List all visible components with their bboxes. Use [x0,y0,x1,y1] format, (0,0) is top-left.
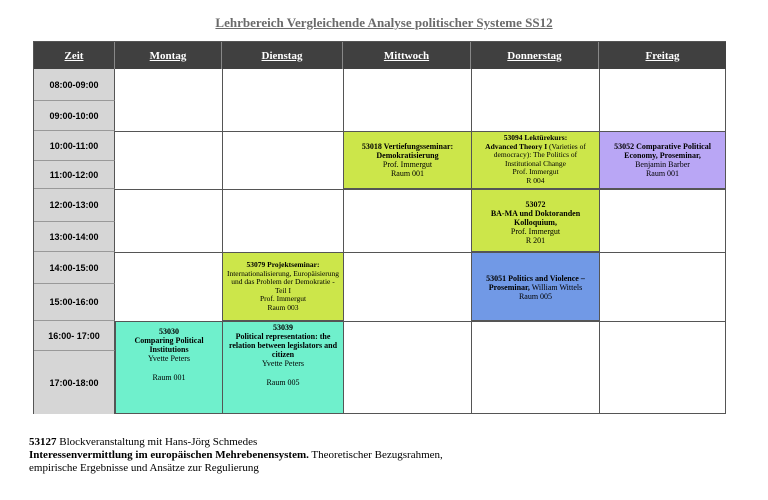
time-slot: 12:00-13:00 [34,189,115,222]
time-slot: 10:00-11:00 [34,131,115,161]
event-code: 53072 [525,200,546,209]
event-extra: Internationalisierung, Europäisierung und das Problem der Demokratie - Teil I [226,268,340,295]
event-title: Political representation: the relation between legislators and citizen [228,332,338,359]
event-room: R 201 [525,236,546,245]
header-montag: Montag [115,42,222,69]
event-title: Comparing Political Institutions [134,336,204,354]
event-53039[interactable] [222,321,344,414]
event-person: William Wittels [531,283,583,292]
header-dienstag: Dienstag [222,42,343,69]
time-slot: 11:00-12:00 [34,161,115,189]
footer-note [29,436,443,475]
event-person: Benjamin Barber [635,160,690,169]
event-person: Prof. Immergut [510,227,561,236]
footer-code: 53127 [29,436,57,448]
event-title: BA-MA und Doktoranden Kolloquium, [490,209,581,227]
event-room: Raum 005 [518,292,553,301]
event-code: 53039 [273,323,293,332]
event-extra: (Varieties of democracy): The Politics of Institutional Change [493,141,586,168]
footer-text: Theoretischer Bezugsrahmen, [308,449,443,461]
event-53052[interactable] [599,131,726,189]
time-slot: 14:00-15:00 [34,252,115,284]
event-53018[interactable] [343,131,472,189]
time-slot: 17:00-18:00 [34,351,115,414]
time-slot: 16:00- 17:00 [34,321,115,351]
event-person: Yvette Peters [147,354,191,363]
event-room: Raum 001 [152,373,186,382]
header-donnerstag: Donnerstag [471,42,599,69]
event-53072[interactable] [471,189,600,252]
event-person: Prof. Immergut [382,160,433,169]
time-slot: 08:00-09:00 [34,69,115,101]
timetable [33,41,726,414]
footer-bold: Interessenvermittlung im europäischen Mehrebenensystem. [29,449,309,461]
event-code: 53079 Projektseminar: [246,260,320,269]
event-room: Raum 001 [390,169,425,178]
time-slot: 15:00-16:00 [34,284,115,321]
event-person: Yvette Peters [261,359,305,368]
event-53030[interactable] [115,321,223,414]
event-53079[interactable] [222,252,344,321]
event-room: Raum 001 [645,169,680,178]
time-slot: 09:00-10:00 [34,101,115,131]
event-room: R 004 [526,175,545,185]
event-person: Prof. Immergut [512,167,559,176]
header-zeit: Zeit [34,42,115,69]
event-title: Advanced Theory I [485,141,548,151]
header-freitag: Freitag [599,42,726,69]
page-title: Lehrbereich Vergleichende Analyse politischer Systeme SS12 [215,15,553,30]
event-53094[interactable] [471,131,600,189]
grid-divider [115,189,726,190]
footer-line-3: empirische Ergebnisse und Ansätze zur Regulierung [29,462,259,474]
event-title: Demokratisierung [376,151,439,160]
footer-line-2 [29,449,443,462]
event-room: Raum 005 [266,378,300,387]
footer-text: Blockveranstaltung mit Hans-Jörg Schmedes [56,436,258,448]
event-room: Raum 003 [267,302,299,312]
event-code: 53052 Comparative Political Economy, Proseminar, [614,142,711,160]
event-person: Prof. Immergut [259,294,307,303]
header-mittwoch: Mittwoch [343,42,471,69]
event-53051[interactable] [471,252,600,321]
event-code: 53051 Politics and Violence – [486,274,585,283]
event-title: Proseminar, [488,283,530,292]
event-code: 53030 [159,327,179,336]
event-code: 53018 Vertiefungsseminar: [361,142,454,151]
time-slot: 13:00-14:00 [34,222,115,252]
grid-divider [115,252,726,253]
event-code: 53094 Lektürekurs: [503,133,568,142]
footer-line-1 [29,436,443,449]
